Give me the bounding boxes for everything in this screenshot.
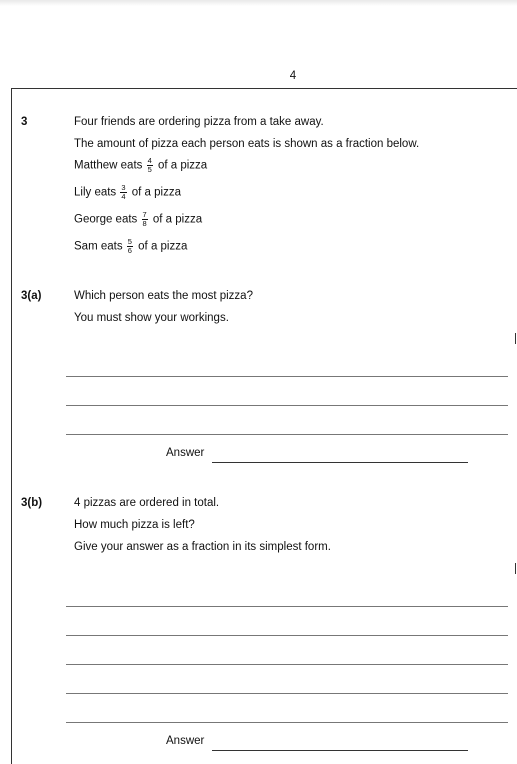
person-prefix: Matthew eats: [74, 159, 143, 172]
part-a-instruction: You must show your workings.: [74, 312, 229, 324]
part-b-line-2: How much pizza is left?: [74, 519, 195, 531]
fraction-denominator: 8: [142, 219, 147, 228]
margin-tick-mark: [515, 563, 516, 574]
fraction-denominator: 4: [121, 192, 126, 201]
person-suffix: of a pizza: [138, 240, 188, 253]
part-a-answer-line[interactable]: [212, 462, 468, 463]
page-number: 4: [289, 70, 297, 82]
top-edge-shadow: [0, 0, 517, 6]
fraction-denominator: 6: [127, 246, 132, 255]
fraction-numerator: 4: [147, 156, 152, 165]
working-line[interactable]: [66, 635, 508, 636]
working-line[interactable]: [66, 693, 508, 694]
part-b-line-3: Give your answer as a fraction in its simplest form.: [74, 541, 331, 553]
working-line[interactable]: [66, 405, 508, 406]
fraction: [127, 238, 133, 255]
question-number: 3: [21, 116, 28, 128]
question-frame-top-border: [11, 88, 517, 89]
part-b-number: 3(b): [21, 497, 43, 509]
person-prefix: Sam eats: [74, 240, 123, 253]
fraction-numerator: 7: [142, 210, 147, 219]
part-a-answer-label: Answer: [166, 447, 205, 459]
person-suffix: of a pizza: [152, 213, 203, 226]
margin-tick-mark: [515, 333, 516, 344]
fraction: [120, 184, 126, 201]
part-b-line-1: 4 pizzas are ordered in total.: [74, 497, 220, 509]
question-frame-left-border: [11, 88, 12, 764]
working-line[interactable]: [66, 664, 508, 665]
person-sam: [74, 238, 187, 255]
fraction: [147, 157, 153, 174]
fraction: [142, 211, 148, 228]
part-a-question: Which person eats the most pizza?: [74, 290, 253, 302]
person-george: [74, 211, 202, 228]
person-suffix: of a pizza: [157, 159, 208, 172]
person-lily: [74, 184, 181, 201]
part-a-number: 3(a): [21, 290, 42, 302]
fraction-denominator: 5: [147, 165, 152, 174]
person-prefix: George eats: [74, 213, 138, 226]
question-intro: Four friends are ordering pizza from a take away.: [74, 116, 324, 128]
working-line[interactable]: [66, 376, 508, 377]
working-line[interactable]: [66, 434, 508, 435]
working-line[interactable]: [66, 606, 508, 607]
fraction-numerator: 3: [121, 183, 126, 192]
question-statement: The amount of pizza each person eats is shown as a fraction below.: [74, 138, 420, 150]
person-suffix: of a pizza: [131, 186, 181, 199]
part-b-answer-label: Answer: [166, 735, 205, 747]
person-matthew: [74, 157, 207, 174]
working-line[interactable]: [66, 722, 508, 723]
fraction-numerator: 5: [127, 237, 132, 246]
person-prefix: Lily eats: [74, 186, 117, 199]
part-b-answer-line[interactable]: [212, 750, 468, 751]
